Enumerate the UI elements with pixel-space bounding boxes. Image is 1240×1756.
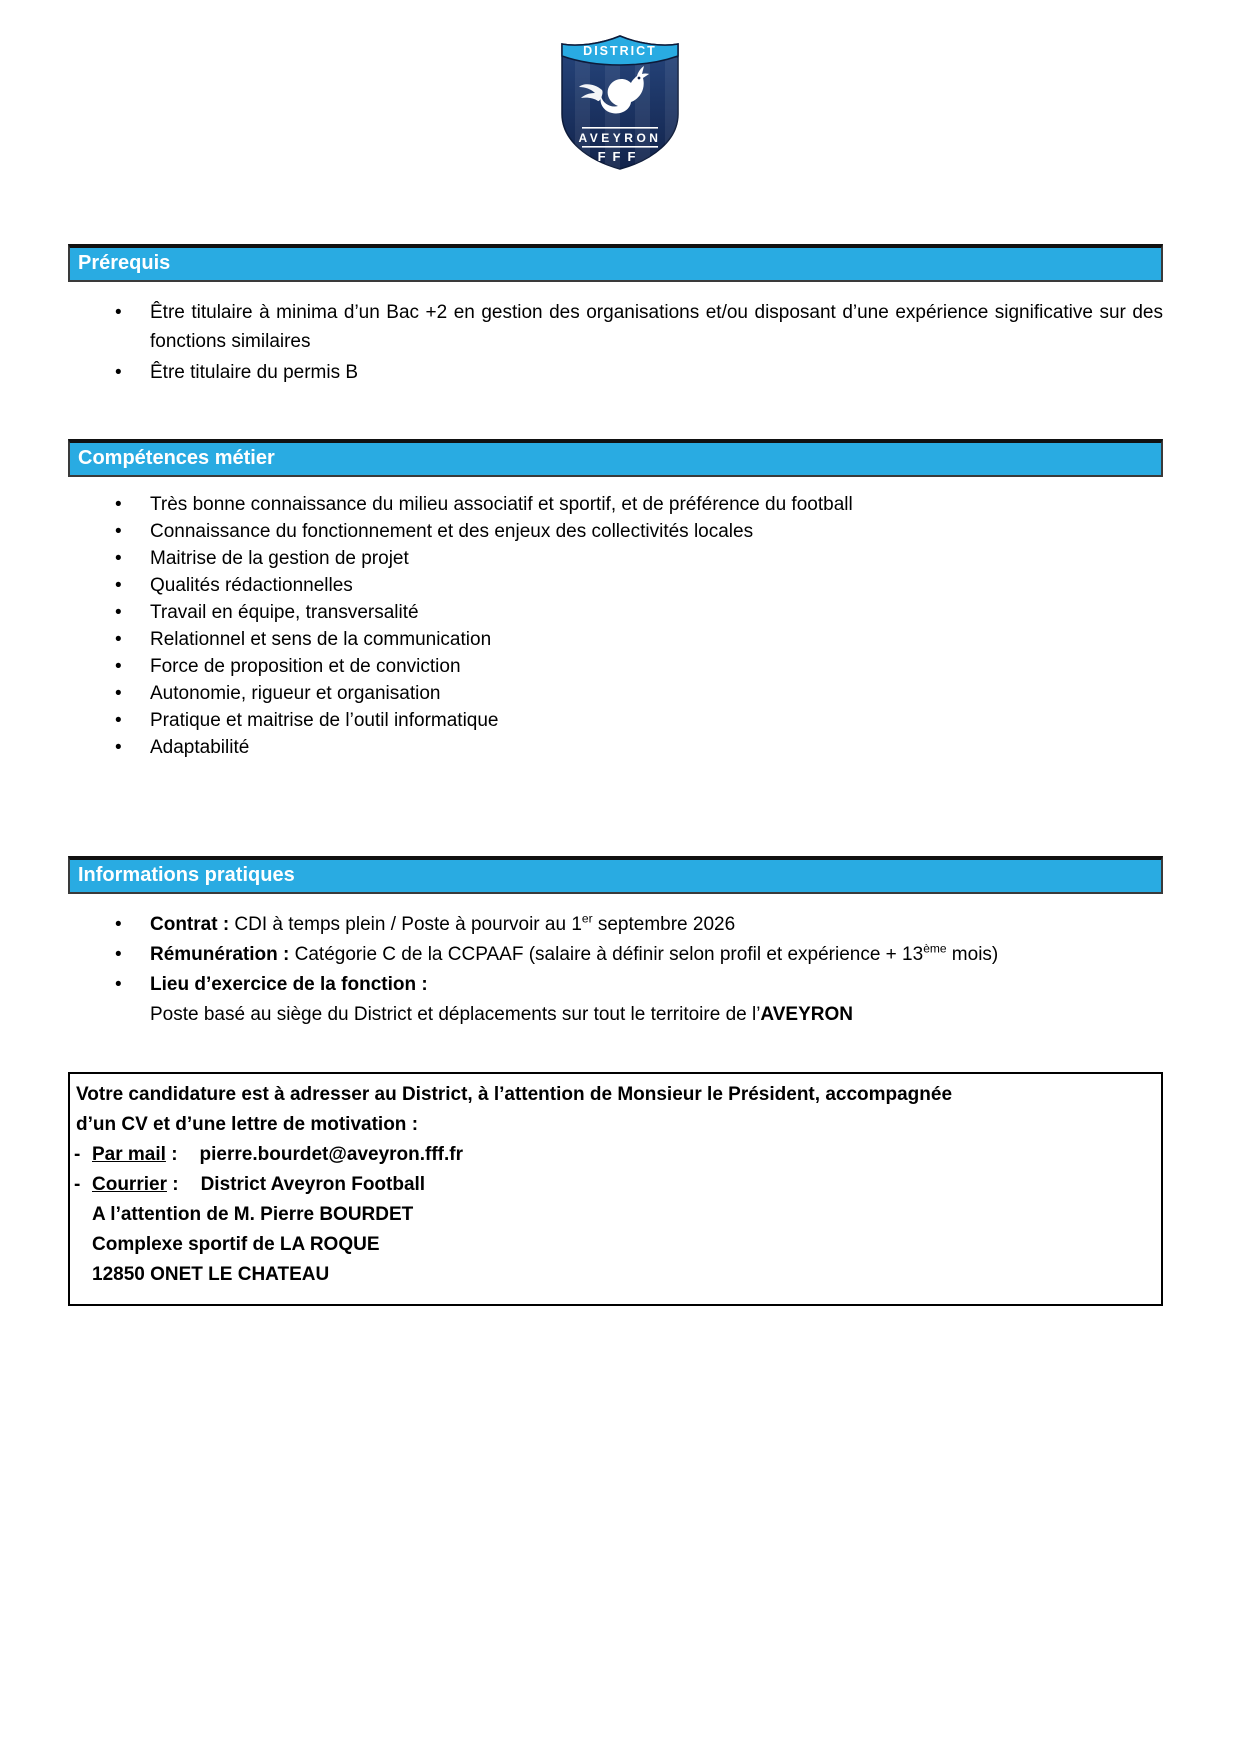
bullet-icon: • — [115, 656, 122, 677]
courrier-label-wrap — [92, 1170, 179, 1200]
prerequis-list — [68, 298, 1163, 387]
courrier-label: Courrier — [92, 1174, 167, 1195]
list-item — [68, 545, 1163, 572]
list-item — [68, 707, 1163, 734]
contrat-text: CDI à temps plein / Poste à pourvoir au 1 — [229, 914, 582, 935]
logo-rule-top — [582, 127, 658, 129]
application-contact-box — [68, 1072, 1163, 1306]
section-header-informations — [68, 856, 1163, 894]
mail-label-wrap — [92, 1140, 178, 1170]
remuneration-superscript: ème — [923, 941, 947, 956]
lieu-line2-bold: AVEYRON — [760, 1004, 853, 1025]
list-item-text: Maitrise de la gestion de projet — [150, 548, 409, 569]
list-item-text: Être titulaire du permis B — [150, 362, 359, 383]
list-item — [68, 491, 1163, 518]
list-item-text: Adaptabilité — [150, 737, 250, 758]
bullet-icon: • — [115, 362, 122, 383]
bullet-icon: • — [115, 629, 122, 650]
bullet-icon: • — [115, 521, 122, 542]
list-item-remuneration — [68, 940, 1163, 970]
remuneration-text: Catégorie C de la CCPAAF (salaire à définir selon profil et expérience + 13 — [289, 944, 924, 965]
list-item-text: Très bonne connaissance du milieu associatif et sportif, et de préférence du football — [150, 494, 853, 515]
informations-list — [68, 910, 1163, 1030]
bullet-icon: • — [115, 494, 122, 515]
list-item-text: Pratique et maitrise de l’outil informatique — [150, 710, 499, 731]
list-item — [68, 734, 1163, 761]
contact-mail-row — [72, 1140, 1151, 1170]
logo-rule-bottom — [582, 146, 658, 148]
courrier-destination: District Aveyron Football — [200, 1174, 426, 1195]
dash-marker: - — [74, 1144, 81, 1165]
section-title: Prérequis — [78, 252, 171, 274]
mail-colon: : — [165, 1144, 178, 1165]
list-item-text: Force de proposition et de conviction — [150, 656, 461, 677]
dash-marker: - — [74, 1174, 81, 1195]
competences-list — [68, 491, 1163, 761]
bullet-icon: • — [115, 710, 122, 731]
courrier-colon: : — [166, 1174, 179, 1195]
address-line: 12850 ONET LE CHATEAU — [92, 1264, 330, 1285]
bullet-icon: • — [115, 914, 122, 935]
section-header-prerequis — [68, 244, 1163, 282]
list-item-text — [150, 970, 1163, 1030]
bullet-icon: • — [115, 602, 122, 623]
address-line: Complexe sportif de LA ROQUE — [92, 1234, 380, 1255]
list-item-text: Autonomie, rigueur et organisation — [150, 683, 441, 704]
list-item-text: Connaissance du fonctionnement et des enjeux des collectivités locales — [150, 521, 754, 542]
list-item-text — [150, 940, 1163, 970]
remuneration-text-end: mois) — [946, 944, 999, 965]
contact-intro-line1: Votre candidature est à adresser au District, à l’attention de Monsieur le Président, accompagnée — [76, 1084, 953, 1105]
bullet-icon: • — [115, 737, 122, 758]
list-item — [68, 518, 1163, 545]
list-item-contrat — [68, 910, 1163, 940]
contrat-label: Contrat : — [150, 914, 230, 935]
address-line: A l’attention de M. Pierre BOURDET — [92, 1204, 414, 1225]
mail-address: pierre.bourdet@aveyron.fff.fr — [199, 1144, 464, 1165]
list-item-lieu — [68, 970, 1163, 1030]
bullet-icon: • — [115, 944, 122, 965]
mail-label: Par mail — [92, 1144, 166, 1165]
list-item — [68, 626, 1163, 653]
list-item-text: Être titulaire à minima d’un Bac +2 en gestion des organisations et/ou disposant d’une expérience significative sur des fonctions similaires — [150, 302, 1163, 352]
logo-shield — [555, 28, 685, 170]
logo-banner-text: DISTRICT — [583, 44, 657, 58]
list-item-text — [150, 910, 1163, 940]
lieu-line2: Poste basé au siège du District et déplacements sur tout le territoire de l’ — [150, 1004, 761, 1025]
list-item — [68, 599, 1163, 626]
section-header-competences — [68, 439, 1163, 477]
list-item-text: Relationnel et sens de la communication — [150, 629, 492, 650]
bullet-icon: • — [115, 683, 122, 704]
list-item-text: Travail en équipe, transversalité — [150, 602, 419, 623]
list-item — [68, 653, 1163, 680]
logo-region-text: AVEYRON — [578, 131, 662, 145]
contrat-superscript: er — [581, 911, 593, 926]
section-title: Compétences métier — [78, 447, 275, 469]
contrat-text-end: septembre 2026 — [592, 914, 736, 935]
district-aveyron-logo — [0, 0, 1240, 174]
lieu-label: Lieu d’exercice de la fonction : — [150, 974, 428, 995]
list-item — [68, 680, 1163, 707]
list-item — [68, 572, 1163, 599]
list-item — [68, 298, 1163, 356]
bullet-icon: • — [115, 974, 122, 995]
contact-courrier-row — [72, 1170, 1151, 1200]
list-item-text: Qualités rédactionnelles — [150, 575, 353, 596]
contact-intro-line2: d’un CV et d’une lettre de motivation : — [76, 1114, 419, 1135]
bullet-icon: • — [115, 548, 122, 569]
remuneration-label: Rémunération : — [150, 944, 290, 965]
logo-org-text: FFF — [597, 149, 643, 164]
section-title: Informations pratiques — [78, 864, 295, 886]
bullet-icon: • — [115, 302, 122, 323]
bullet-icon: • — [115, 575, 122, 596]
list-item — [68, 358, 1163, 387]
